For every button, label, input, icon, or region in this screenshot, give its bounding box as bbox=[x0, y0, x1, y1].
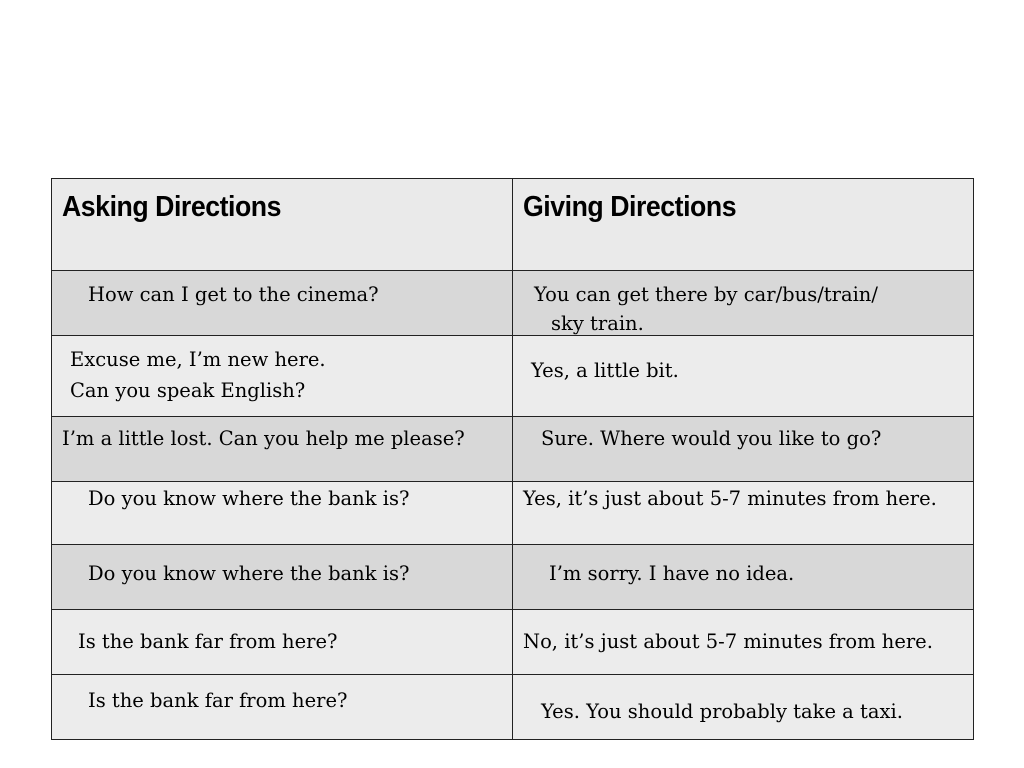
giving-cell bbox=[513, 545, 974, 610]
asking-text: How can I get to the cinema? bbox=[88, 283, 379, 306]
giving-text: You can get there by car/bus/train/ bbox=[534, 283, 878, 306]
table-row bbox=[52, 482, 974, 545]
giving-text: Sure. Where would you like to go? bbox=[541, 427, 882, 450]
asking-directions-header: Asking Directions bbox=[62, 191, 282, 223]
giving-directions-header: Giving Directions bbox=[523, 191, 737, 223]
giving-text: Yes, a little bit. bbox=[531, 359, 679, 382]
asking-cell bbox=[52, 336, 513, 417]
giving-cell bbox=[513, 336, 974, 417]
directions-table bbox=[51, 178, 974, 740]
giving-text: Yes, it’s just about 5-7 minutes from here. bbox=[523, 487, 937, 510]
asking-cell bbox=[52, 545, 513, 610]
asking-cell bbox=[52, 482, 513, 545]
table-row bbox=[52, 271, 974, 336]
giving-cell bbox=[513, 417, 974, 482]
table-row bbox=[52, 417, 974, 482]
table-row bbox=[52, 545, 974, 610]
asking-text: Can you speak English? bbox=[70, 379, 306, 402]
asking-text: Do you know where the bank is? bbox=[88, 562, 410, 585]
giving-cell bbox=[513, 610, 974, 675]
giving-text: No, it’s just about 5-7 minutes from here. bbox=[523, 630, 933, 653]
asking-header-cell bbox=[52, 179, 513, 271]
giving-header-cell bbox=[513, 179, 974, 271]
asking-text: Excuse me, I’m new here. bbox=[70, 348, 326, 371]
asking-cell bbox=[52, 610, 513, 675]
giving-text: Yes. You should probably take a taxi. bbox=[541, 700, 903, 723]
giving-text: sky train. bbox=[551, 312, 644, 335]
asking-cell bbox=[52, 675, 513, 740]
asking-text: I’m a little lost. Can you help me please? bbox=[62, 427, 465, 450]
table-row bbox=[52, 610, 974, 675]
giving-cell bbox=[513, 675, 974, 740]
asking-cell bbox=[52, 417, 513, 482]
header-row bbox=[52, 179, 974, 271]
giving-cell bbox=[513, 271, 974, 336]
asking-text: Is the bank far from here? bbox=[88, 689, 348, 712]
table-row bbox=[52, 336, 974, 417]
table-row bbox=[52, 675, 974, 740]
asking-text: Do you know where the bank is? bbox=[88, 487, 410, 510]
asking-cell bbox=[52, 271, 513, 336]
giving-cell bbox=[513, 482, 974, 545]
giving-text: I’m sorry. I have no idea. bbox=[549, 562, 795, 585]
asking-text: Is the bank far from here? bbox=[78, 630, 338, 653]
